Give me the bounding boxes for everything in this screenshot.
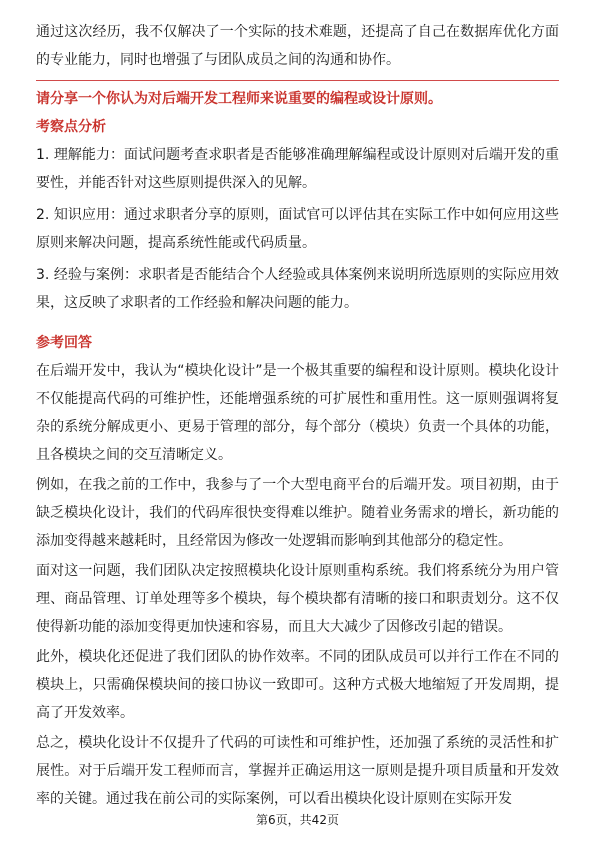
intro-paragraph: 通过这次经历，我不仅解决了一个实际的技术难题，还提高了自己在数据库优化方面的专业能力，同时也增强了与团队成员之间的沟通和协作。 [36,24,559,68]
section-divider [36,80,559,81]
page-number-footer: 第6页，共42页 [256,813,339,827]
answer-paragraph-4: 此外，模块化还促进了我们团队的协作效率。不同的团队成员可以并行工作在不同的模块上，只需确保模块间的接口协议一致即可。这种方式极大地缩短了开发周期，提高了开发效率。 [36,649,559,721]
answer-paragraph-2: 例如，在我之前的工作中，我参与了一个大型电商平台的后端开发。项目初期，由于缺乏模块化设计，我们的代码库很快变得难以维护。随着业务需求的增长，新功能的添加变得越来越耗时，且经常因为修改一处逻辑而影响到其他部分的稳定性。 [36,477,559,549]
analysis-heading: 考察点分析 [36,119,106,135]
analysis-item-3: 3. 经验与案例：求职者是否能结合个人经验或具体案例来说明所选原则的实际应用效果，这反映了求职者的工作经验和解决问题的能力。 [36,267,559,311]
document-page [36,18,559,815]
spacer [36,321,559,329]
analysis-item-1: 1. 理解能力：面试问题考查求职者是否能够准确理解编程或设计原则对后端开发的重要性，并能否针对这些原则提供深入的见解。 [36,147,559,191]
answer-paragraph-3: 面对这一问题，我们团队决定按照模块化设计原则重构系统。我们将系统分为用户管理、商品管理、订单处理等多个模块，每个模块都有清晰的接口和职责划分。这不仅使得新功能的添加变得更加快速和容易，而且大大减少了因修改引起的错误。 [36,563,559,635]
answer-paragraph-5: 总之，模块化设计不仅提升了代码的可读性和可维护性，还加强了系统的灵活性和扩展性。对于后端开发工程师而言，掌握并正确运用这一原则是提升项目质量和开发效率的关键。通过我在前公司的实际案例，可以看出模块化设计原则在实际开发 [36,735,559,807]
answer-heading: 参考回答 [36,335,92,351]
answer-paragraph-1: 在后端开发中，我认为“模块化设计”是一个极其重要的编程和设计原则。模块化设计不仅能提高代码的可维护性，还能增强系统的可扩展性和重用性。这一原则强调将复杂的系统分解成更小、更易于管理的部分，每个部分（模块）负责一个具体的功能，且各模块之间的交互清晰定义。 [36,363,559,463]
question-heading: 请分享一个你认为对后端开发工程师来说重要的编程或设计原则。 [36,91,442,107]
analysis-item-2: 2. 知识应用：通过求职者分享的原则，面试官可以评估其在实际工作中如何应用这些原则来解决问题，提高系统性能或代码质量。 [36,207,559,251]
